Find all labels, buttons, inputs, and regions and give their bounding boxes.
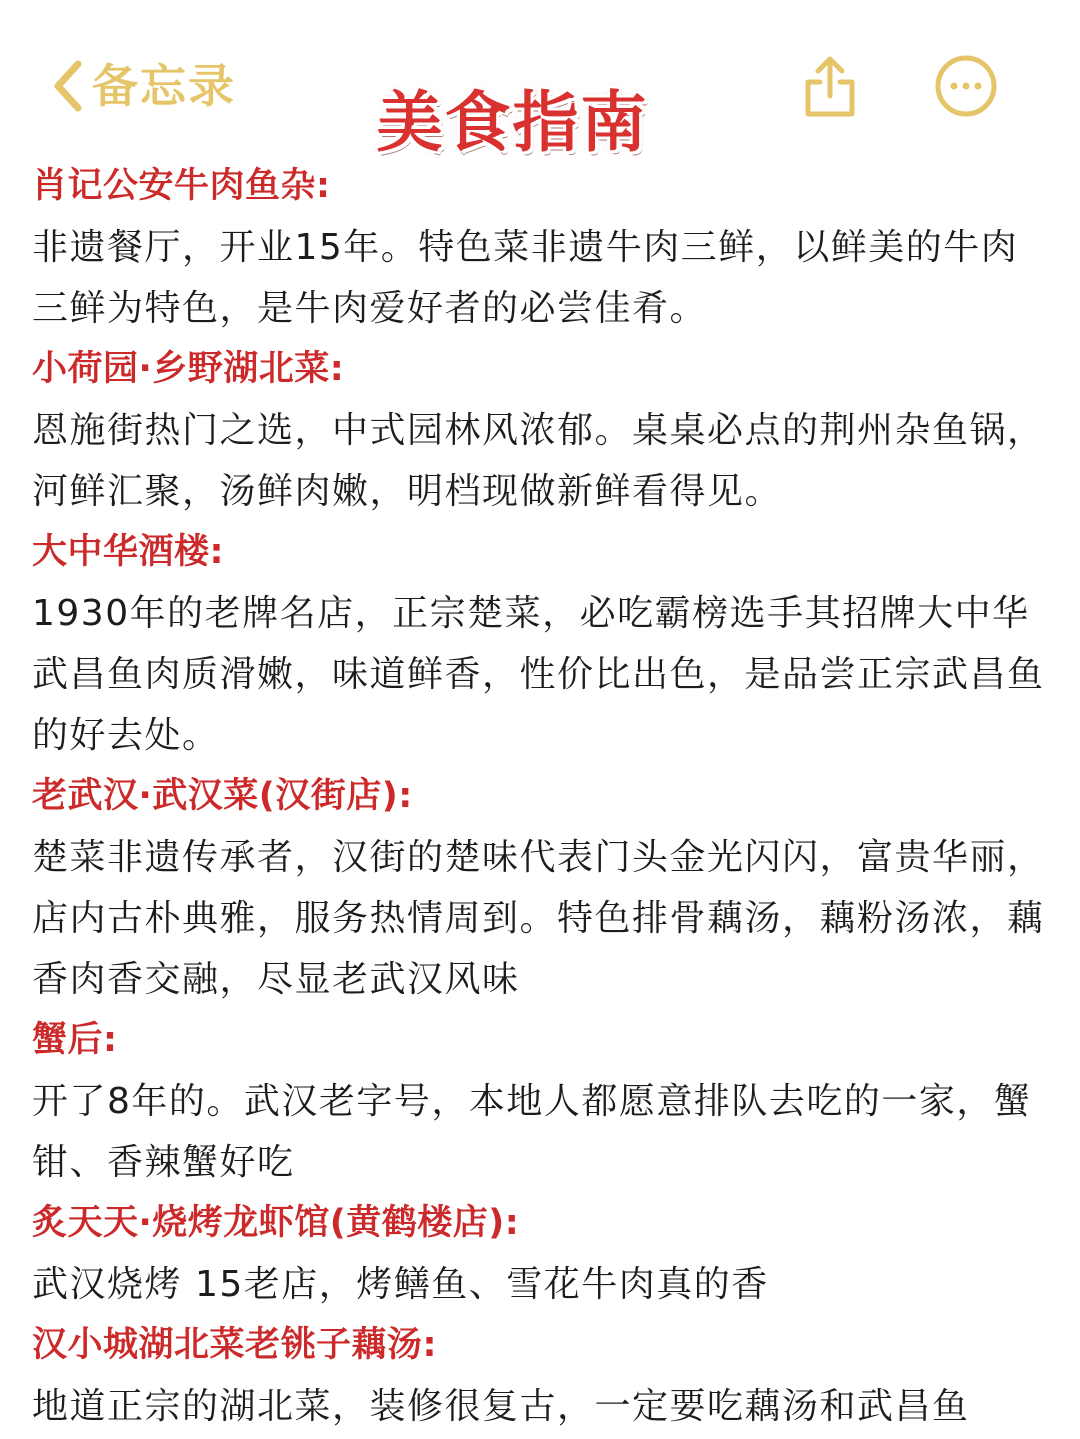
note-title: 美食指南 — [376, 84, 649, 161]
restaurant-name: 老武汉·武汉菜(汉街店): — [32, 776, 413, 816]
restaurant-entry — [32, 156, 1048, 339]
restaurant-name: 炙天天·烧烤龙虾馆(黄鹤楼店): — [32, 1203, 520, 1243]
restaurant-description: 1930年的老牌名店，正宗楚菜，必吃霸榜选手其招牌大中华武昌鱼肉质滑嫩，味道鲜香，性价比出色，是品尝正宗武昌鱼的好去处。 — [32, 593, 1045, 756]
restaurant-description: 武汉烧烤 15老店，烤鳝鱼、雪花牛肉真的香 — [32, 1264, 769, 1305]
restaurant-entry — [32, 339, 1048, 522]
restaurant-name: 蟹后: — [32, 1020, 118, 1060]
restaurant-entry — [32, 1010, 1048, 1193]
note-body[interactable] — [32, 156, 1048, 1437]
restaurant-entry — [32, 1193, 1048, 1315]
restaurant-entry — [32, 522, 1048, 766]
back-label: 备忘录 — [92, 59, 236, 113]
restaurant-description: 楚菜非遗传承者，汉街的楚味代表门头金光闪闪，富贵华丽，店内古朴典雅，服务热情周到。特色排骨藕汤，藕粉汤浓，藕香肉香交融，尽显老武汉风味 — [32, 837, 1045, 1000]
restaurant-entry — [32, 766, 1048, 1010]
restaurant-description: 开了8年的。武汉老字号，本地人都愿意排队去吃的一家，蟹钳、香辣蟹好吃 — [32, 1081, 1032, 1183]
restaurant-description: 地道正宗的湖北菜，装修很复古，一定要吃藕汤和武昌鱼 — [32, 1386, 970, 1427]
restaurant-entry — [32, 1315, 1048, 1437]
restaurant-name: 肖记公安牛肉鱼杂: — [32, 166, 331, 206]
restaurant-name: 汉小城湖北菜老铫子藕汤: — [32, 1325, 437, 1365]
restaurant-name: 大中华酒楼: — [32, 532, 224, 572]
restaurant-name: 小荷园·乡野湖北菜: — [32, 349, 345, 389]
restaurant-description: 非遗餐厅，开业15年。特色菜非遗牛肉三鲜，以鲜美的牛肉三鲜为特色，是牛肉爱好者的必尝佳肴。 — [32, 227, 1019, 329]
navigation-bar — [0, 0, 1080, 160]
restaurant-description: 恩施街热门之选，中式园林风浓郁。桌桌必点的荆州杂鱼锅，河鲜汇聚，汤鲜肉嫩，明档现做新鲜看得见。 — [32, 410, 1045, 512]
